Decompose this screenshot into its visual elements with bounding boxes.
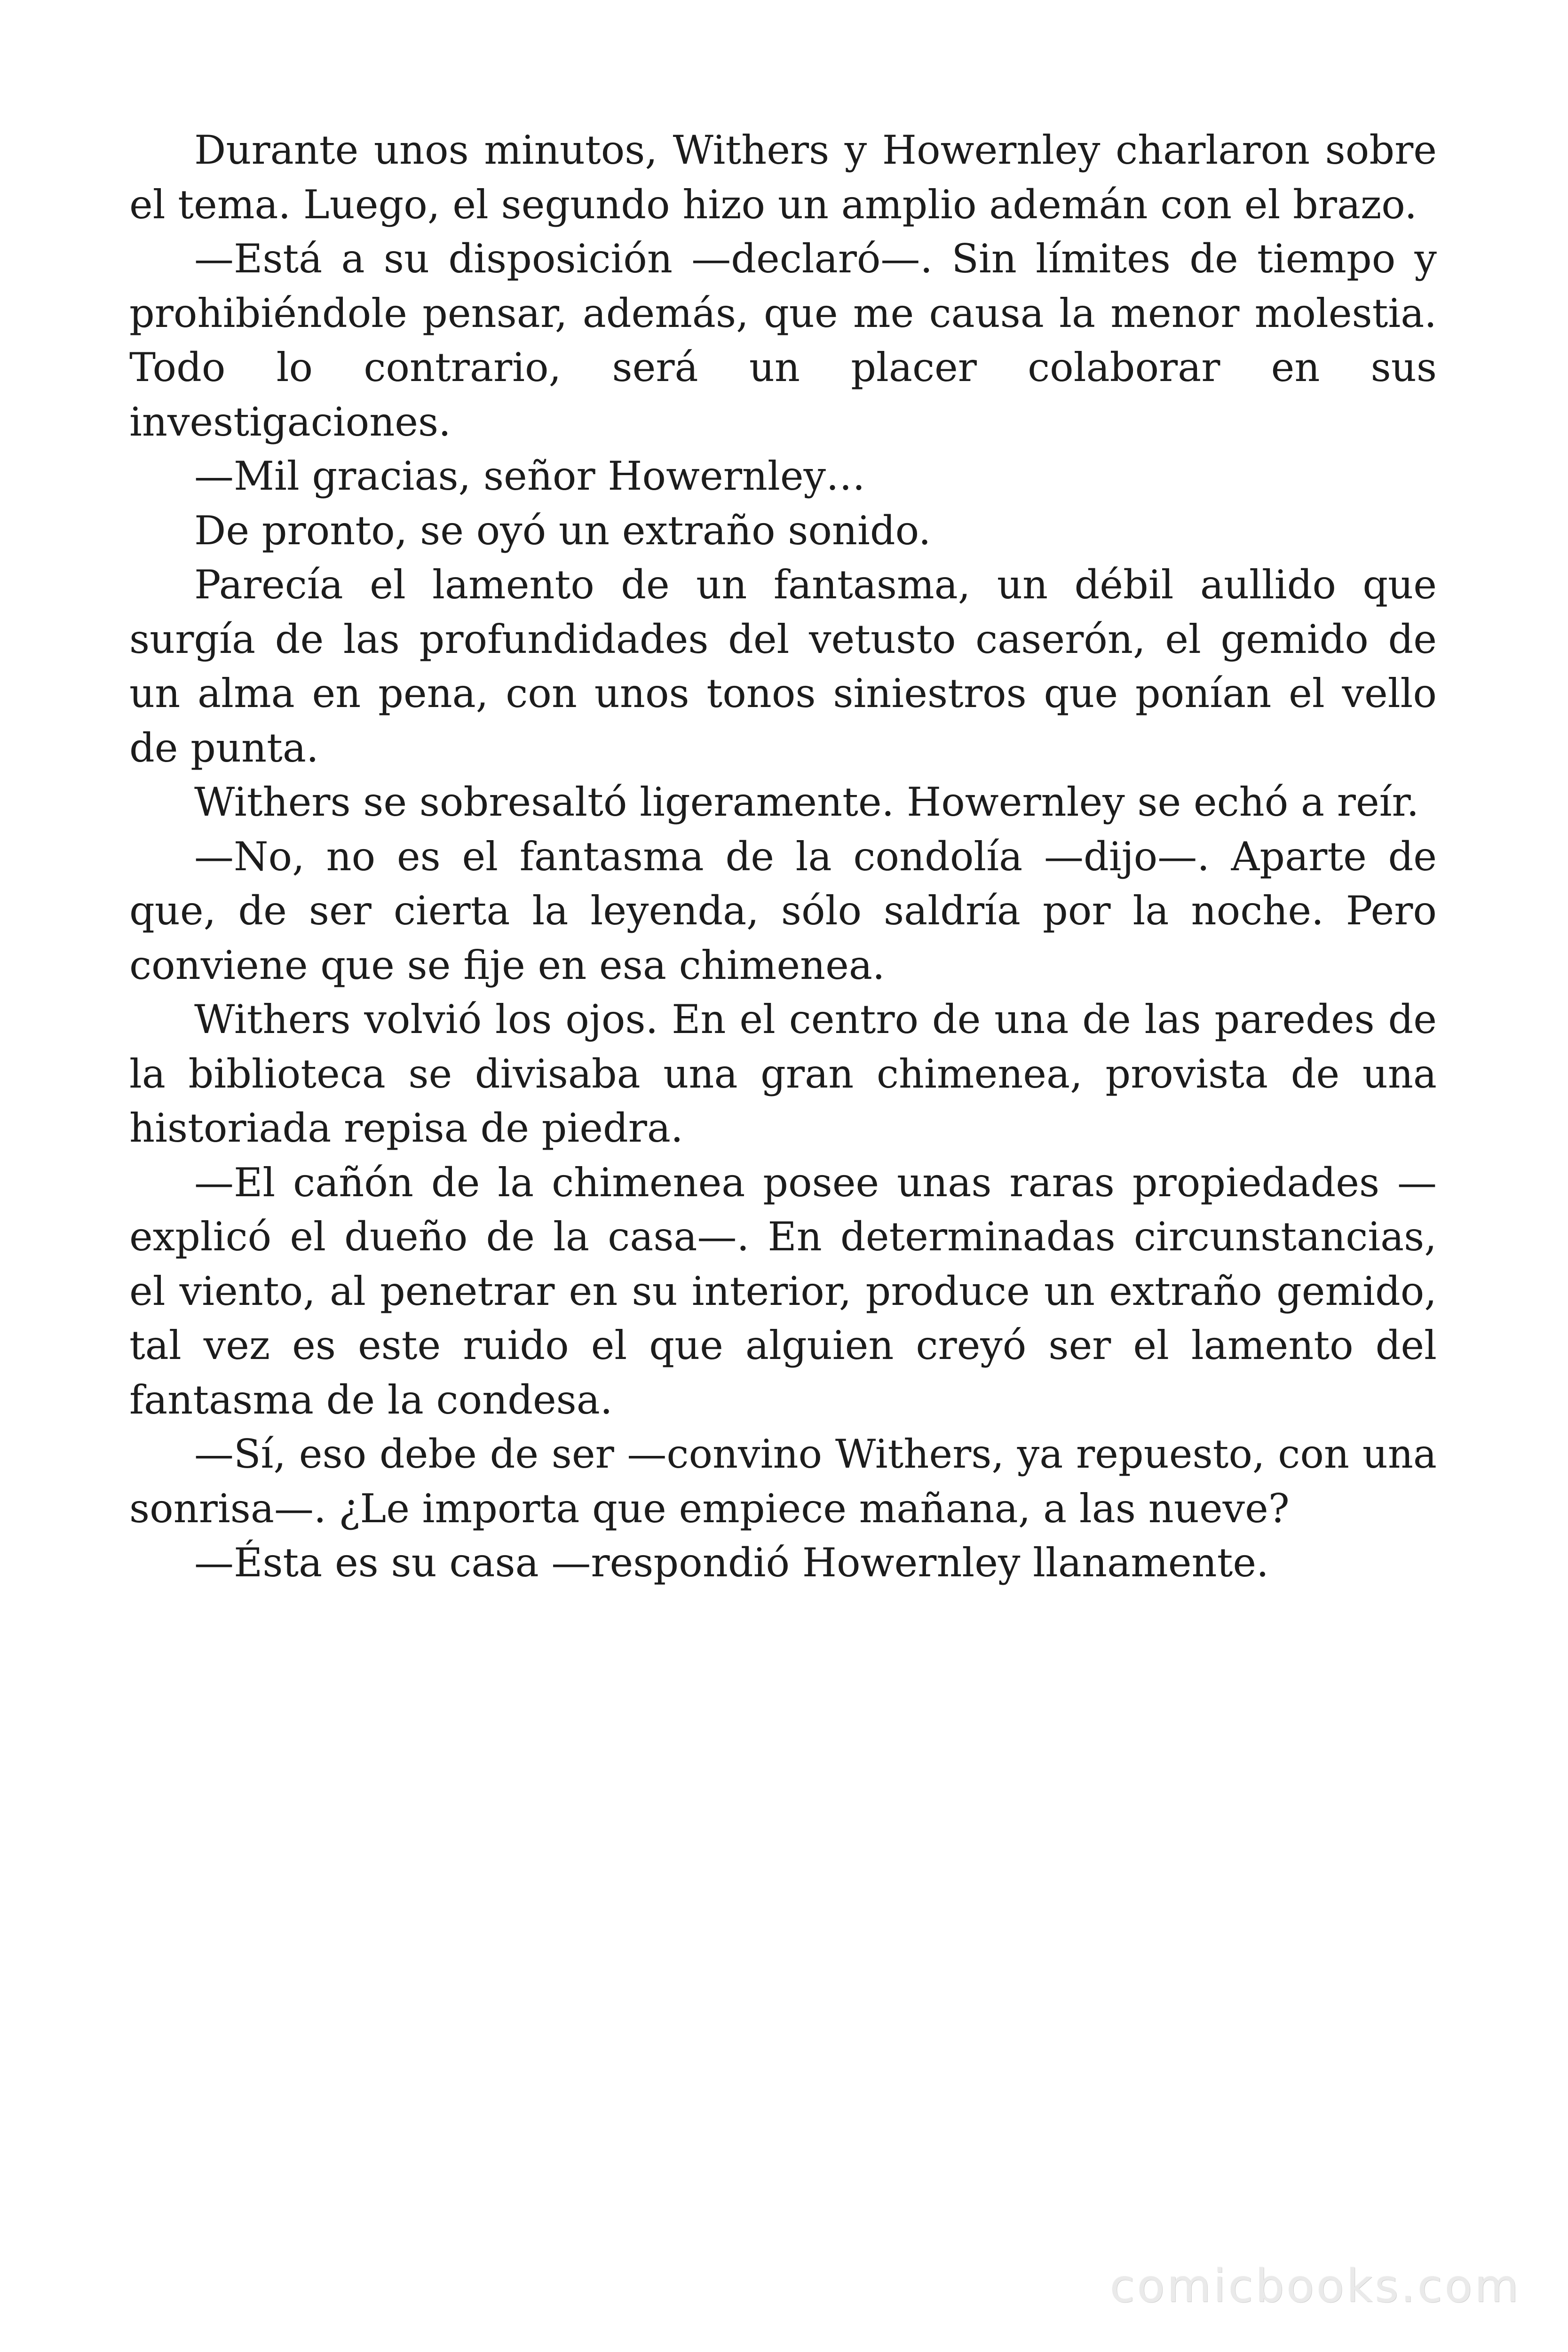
paragraph: —Ésta es su casa —respondió Howernley llanamente. (194, 1540, 1269, 1586)
paragraph: Withers se sobresaltó ligeramente. Howernley se echó a reír. (194, 779, 1419, 825)
paragraph: —El cañón de la chimenea posee unas raras propiedades —explicó el dueño de la casa—. En determinadas circunstancias, el viento, al penetrar en su interior, produce un extraño gemido, tal vez es este ruido el que alguien creyó ser el lamento del fantasma de la condesa. (129, 1159, 1437, 1423)
paragraph: De pronto, se oyó un extraño sonido. (194, 507, 931, 554)
paragraph: Durante unos minutos, Withers y Howernley charlaron sobre el tema. Luego, el segundo hizo un amplio ademán con el brazo. (129, 127, 1437, 228)
paragraph: —Mil gracias, señor Howernley… (194, 453, 866, 499)
body-text (129, 123, 1437, 1590)
paragraph: —Está a su disposición —declaró—. Sin límites de tiempo y prohibiéndole pensar, además, que me causa la menor molestia. Todo lo contrario, será un placer colaborar en sus investigaciones. (129, 236, 1437, 445)
paragraph: Withers volvió los ojos. En el centro de una de las paredes de la biblioteca se divisaba una gran chimenea, provista de una historiada repisa de piedra. (129, 996, 1437, 1151)
watermark: comicbooks.com (1109, 2260, 1521, 2312)
paragraph: —No, no es el fantasma de la condolía —dijo—. Aparte de que, de ser cierta la leyenda, sólo saldría por la noche. Pero conviene que se fije en esa chimenea. (129, 833, 1437, 988)
paragraph: Parecía el lamento de un fantasma, un débil aullido que surgía de las profundidades del vetusto caserón, el gemido de un alma en pena, con unos tonos siniestros que ponían el vello de punta. (129, 562, 1437, 771)
paragraph: —Sí, eso debe de ser —convino Withers, ya repuesto, con una sonrisa—. ¿Le importa que empiece mañana, a las nueve? (129, 1431, 1437, 1532)
